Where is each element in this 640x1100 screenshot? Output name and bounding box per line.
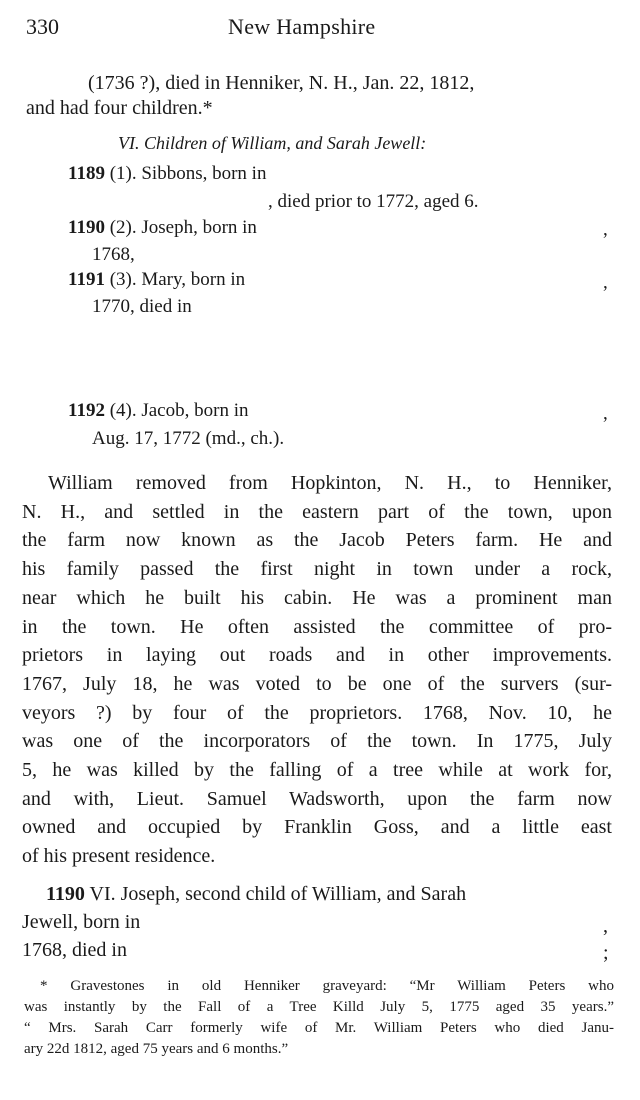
intro-line-1: (1736 ?), died in Henniker, N. H., Jan. 22, 1812, — [88, 72, 475, 94]
entry-number: 1190 — [68, 217, 105, 238]
entry-1190-trail-3: ; — [603, 942, 609, 964]
child-entry-1190-trail: , — [603, 219, 608, 240]
narrative-line: veyors ?) by four of the proprietors. 1768, Nov. 10, he — [22, 701, 612, 724]
child-entry-1191 — [68, 269, 245, 291]
entry-number: 1191 — [68, 269, 105, 290]
narrative-line: his family passed the first night in town under a rock, — [22, 558, 612, 581]
child-entry-1190-line-2: 1768, — [92, 244, 135, 265]
entry-1190-line-2: Jewell, born in — [22, 911, 141, 933]
narrative-paragraph — [22, 469, 612, 871]
footnote — [24, 976, 614, 1060]
child-entry-1192-line-2: Aug. 17, 1772 (md., ch.). — [92, 428, 285, 449]
child-entry-1191-line-2: 1770, died in — [92, 296, 192, 317]
entry-1190-trail-2: , — [603, 915, 608, 937]
narrative-line: and with, Lieut. Samuel Wadsworth, upon the farm now — [22, 787, 612, 810]
narrative-line: near which he built his cabin. He was a prominent man — [22, 586, 612, 609]
child-entry-1192 — [68, 400, 248, 422]
children-heading: VI. Children of William, and Sarah Jewell: — [118, 133, 427, 153]
entry-order: (3). — [109, 269, 137, 290]
entry-text: Joseph, born in — [141, 217, 257, 238]
narrative-line: prietors in laying out roads and in other improvements. — [22, 644, 612, 667]
narrative-line: N. H., and settled in the eastern part of the town, upon — [22, 500, 612, 523]
child-entry-1192-trail: , — [603, 403, 608, 424]
footnote-line: ary 22d 1812, aged 75 years and 6 months.” — [24, 1041, 289, 1057]
narrative-line: 1767, July 18, he was voted to be one of the survers (sur- — [22, 672, 612, 695]
narrative-line: of his present residence. — [22, 845, 216, 868]
child-entry-1191-trail: , — [603, 272, 608, 293]
footnote-line: “ Mrs. Sarah Carr formerly wife of Mr. William Peters who died Janu- — [24, 1020, 614, 1036]
entry-1190-line-1 — [46, 883, 466, 906]
narrative-line: owned and occupied by Franklin Goss, and a little east — [22, 816, 612, 839]
footnote-line: was instantly by the Fall of a Tree Killd July 5, 1775 aged 35 years.” — [24, 999, 614, 1015]
running-title: New Hampshire — [228, 14, 376, 39]
narrative-line: the farm now known as the Jacob Peters farm. He and — [22, 529, 612, 552]
entry-order: (1). — [109, 163, 137, 184]
child-entry-1189-line-2: , died prior to 1772, aged 6. — [268, 191, 479, 212]
child-entry-1189 — [68, 163, 266, 185]
entry-number: 1189 — [68, 163, 105, 184]
narrative-line: William removed from Hopkinton, N. H., to Henniker, — [48, 472, 612, 494]
narrative-line: in the town. He often assisted the committee of pro- — [22, 615, 612, 638]
footnote-line: * Gravestones in old Henniker graveyard: “Mr William Peters who — [40, 978, 614, 994]
entry-text: Jacob, born in — [141, 400, 249, 421]
entry-number: 1192 — [68, 400, 105, 421]
child-entry-1190 — [68, 217, 257, 239]
entry-order: (4). — [109, 400, 137, 421]
entry-text: Sibbons, born in — [141, 163, 267, 184]
narrative-line: 5, he was killed by the falling of a tree while at work for, — [22, 759, 612, 782]
entry-text: Mary, born in — [141, 269, 246, 290]
entry-order: (2). — [109, 217, 137, 238]
entry-text: VI. Joseph, second child of William, and Sarah — [89, 883, 467, 905]
entry-number: 1190 — [46, 883, 85, 905]
intro-line-2: and had four children.* — [26, 97, 213, 119]
entry-1190-line-3: 1768, died in — [22, 939, 127, 961]
page-number: 330 — [26, 14, 59, 39]
narrative-line: was one of the incorporators of the town. In 1775, July — [22, 730, 612, 753]
